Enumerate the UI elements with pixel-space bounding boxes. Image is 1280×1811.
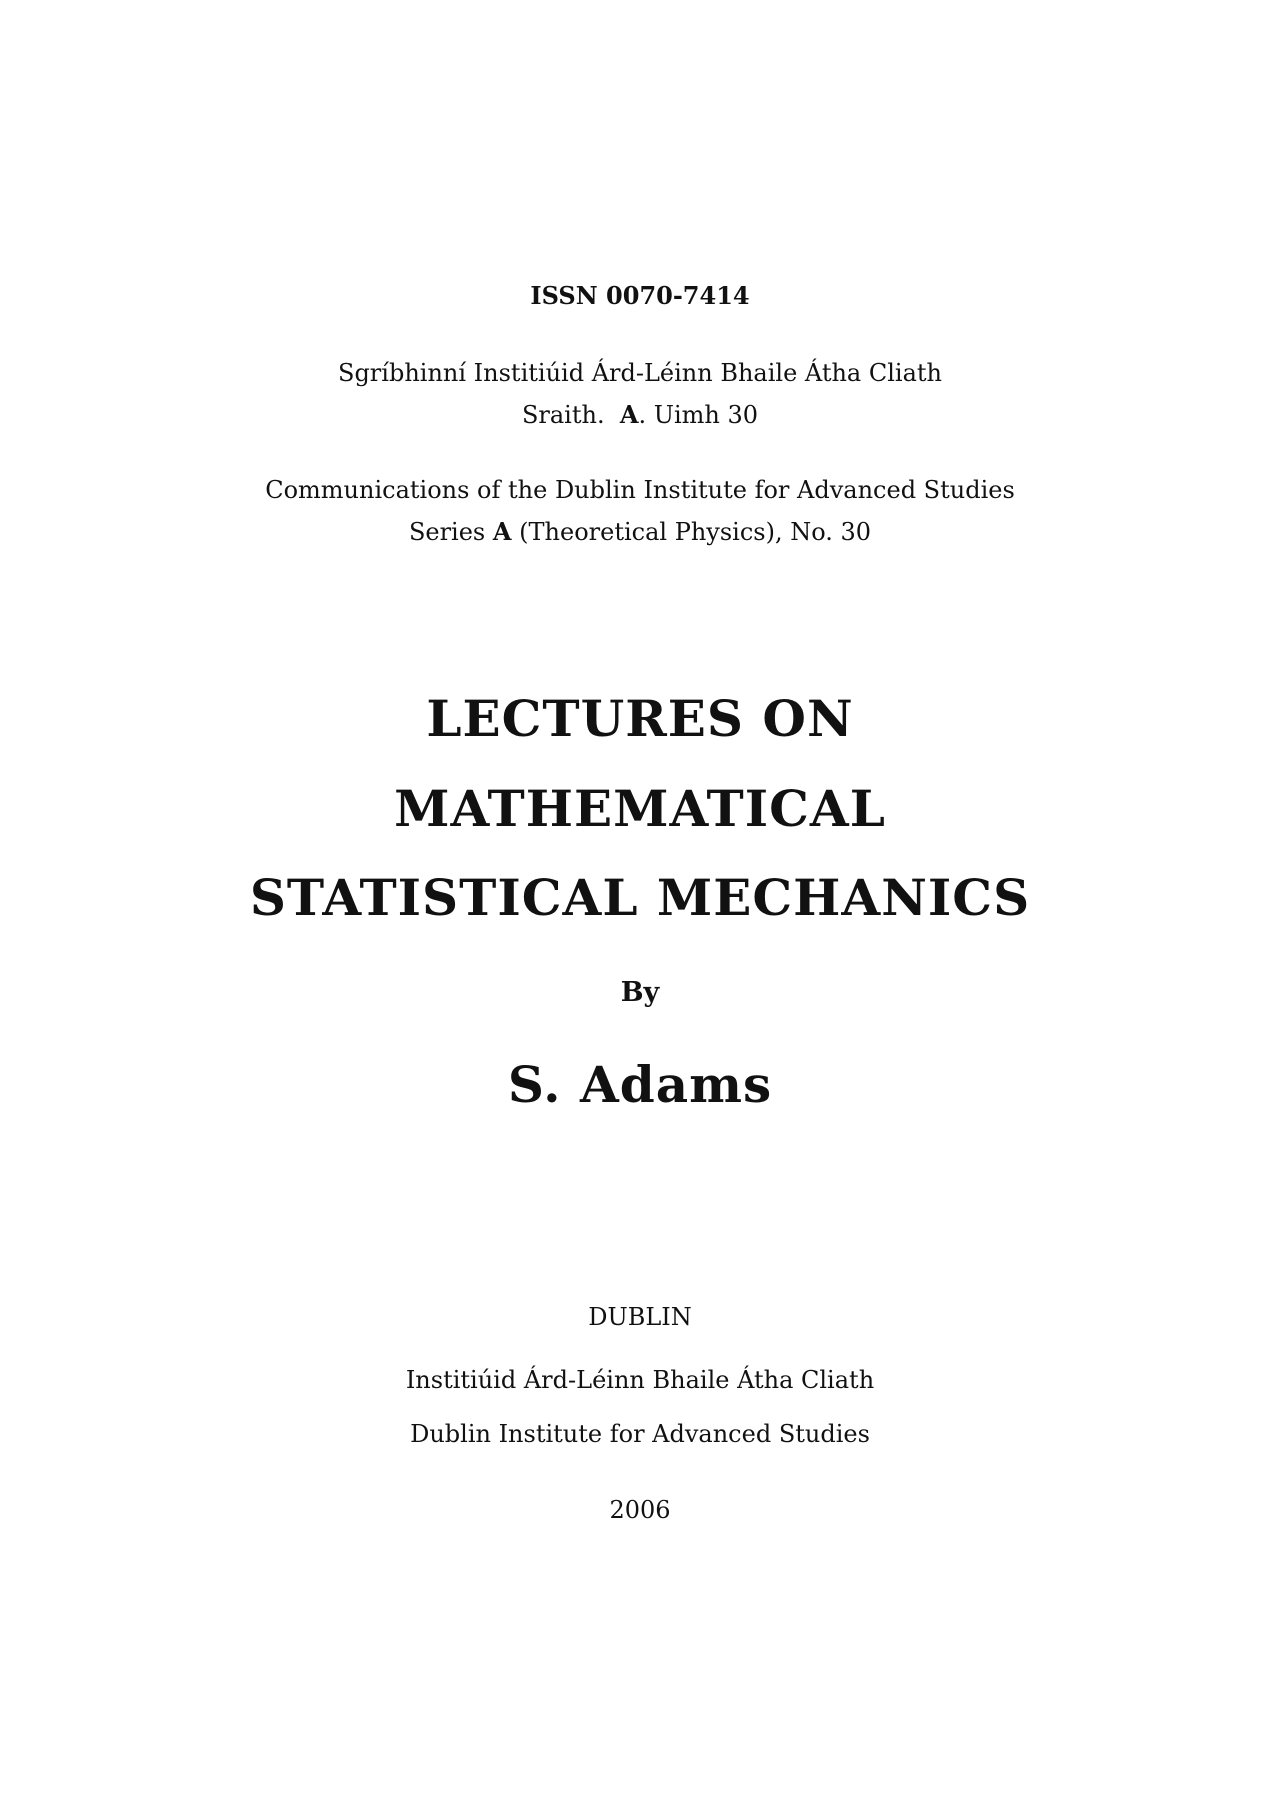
english-series-prefix: Series	[408, 518, 486, 546]
irish-series-number	[0, 400, 1280, 429]
irish-series-prefix: Sraith.	[521, 401, 605, 429]
irish-series-name: Sgríbhinní Institiúid Árd-Léinn Bhaile Átha Cliath	[338, 359, 942, 387]
title-line-1: LECTURES ON	[426, 689, 854, 748]
byline-label: By	[620, 977, 660, 1008]
irish-series-letter: A	[619, 400, 639, 429]
publisher-english: Dublin Institute for Advanced Studies	[410, 1420, 870, 1448]
irish-series-suffix: . Uimh 30	[638, 401, 759, 429]
title-line-2: MATHEMATICAL	[394, 779, 886, 838]
publication-year: 2006	[609, 1496, 671, 1524]
publisher-irish: Institiúid Árd-Léinn Bhaile Átha Cliath	[405, 1366, 875, 1394]
english-series-number	[0, 517, 1280, 546]
title-line-3: STATISTICAL MECHANICS	[249, 868, 1031, 927]
author-name: S. Adams	[507, 1055, 773, 1114]
english-series-suffix: (Theoretical Physics), No. 30	[519, 518, 872, 546]
english-series-name: Communications of the Dublin Institute for Advanced Studies	[265, 476, 1015, 504]
english-series-letter: A	[492, 517, 512, 546]
publication-place: DUBLIN	[588, 1303, 692, 1331]
issn: ISSN 0070-7414	[530, 281, 750, 310]
